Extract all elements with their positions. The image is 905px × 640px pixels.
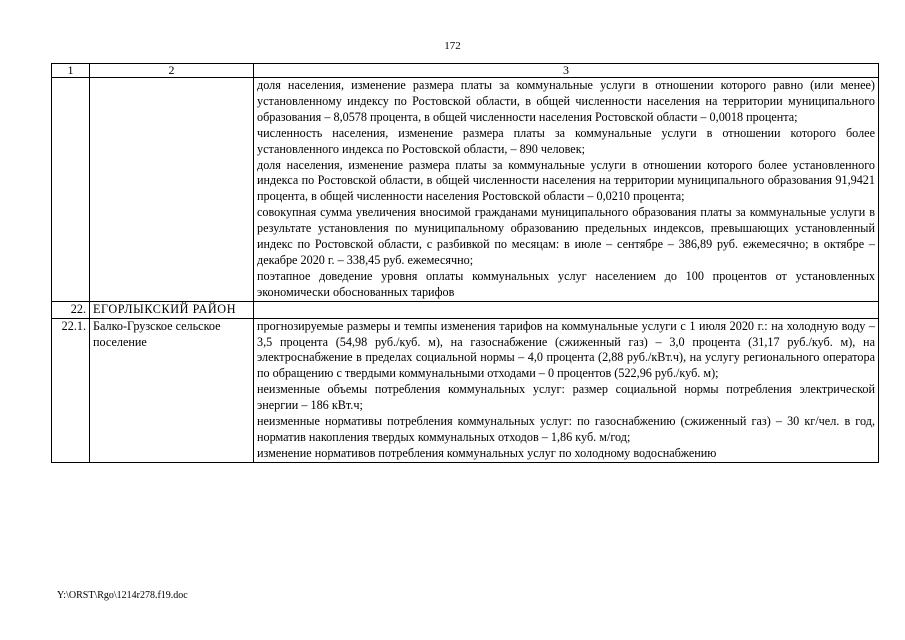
header-cell-1: 1 (52, 64, 90, 78)
row-content (254, 78, 879, 302)
row-content (254, 318, 879, 462)
region-name: ЕГОРЛЫКСКИЙ РАЙОН (90, 301, 254, 318)
header-cell-3: 3 (254, 64, 879, 78)
content-paragraph: доля населения, изменение размера платы за коммунальные услуги в отношении которого более установленного индекса по Ростовской области, в общей численности населения на территории муниципального образования 91,9421 процента, в общей численности населения Ростовской области – 0,0210 процента; (257, 157, 875, 204)
header-cell-2: 2 (90, 64, 254, 78)
row-number: 22.1. (52, 318, 90, 462)
row-name: Балко-Грузское сельское поселение (90, 318, 254, 462)
content-paragraph: численность населения, изменение размера платы за коммунальные услуги в отношении которого более установленного индекса по Ростовской области, – 890 человек; (257, 125, 875, 156)
data-table (51, 63, 879, 463)
row-name (90, 78, 254, 302)
content-paragraph: прогнозируемые размеры и темпы изменения тарифов на коммунальные услуги с 1 июля 2020 г.: на холодную воду – 3,5 процента (54,98 руб./куб. м), на газоснабжение (сжиженный газ) – 3,0 процента (31,17 руб./куб. м), на электроснабжение в пределах социальной нормы – 4,0 процента (2,88 руб./кВт.ч), на услугу регионального оператора по обращению с твердыми коммунальными отходами – 0 процентов (522,96 руб./куб. м); (257, 318, 875, 381)
content-paragraph: изменение нормативов потребления коммунальных услуг по холодному водоснабжению (257, 445, 717, 460)
file-path-footer: Y:\ORST\Rgo\1214r278.f19.doc (57, 590, 188, 601)
table-header-row (52, 64, 879, 78)
content-paragraph: поэтапное доведение уровня оплаты коммунальных услуг населением до 100 процентов от установленных экономически обоснованных тарифов (257, 268, 875, 299)
content-paragraph: неизменные объемы потребления коммунальных услуг: размер социальной нормы потребления электрической энергии – 186 кВт.ч; (257, 382, 875, 413)
row-content (254, 301, 879, 318)
table-row (52, 318, 879, 462)
row-number (52, 78, 90, 302)
content-paragraph: доля населения, изменение размера платы за коммунальные услуги в отношении которого равно (или менее) установленному индексу по Ростовской области, в общей численности населения на территории муниципального образования – 8,0578 процента, в общей численности населения Ростовской области – 0,0018 процента; (257, 78, 875, 124)
content-paragraph: неизменные нормативы потребления коммунальных услуг: по газоснабжению (сжиженный газ) – 30 кг/чел. в год, норматив накопления твердых коммунальных отходов – 1,86 куб. м/год; (257, 414, 875, 444)
page-number: 172 (444, 40, 461, 52)
table-row (52, 301, 879, 318)
table-row (52, 78, 879, 302)
content-paragraph: совокупная сумма увеличения вносимой гражданами муниципального образования платы за коммунальные услуги в результате установления по муниципальному образованию предельных индексов, превышающих установленный индекс по Ростовской области, с разбивкой по месяцам: в июле – сентябре – 386,89 руб. ежемесячно; в октябре – декабре 2020 г. – 338,45 руб. ежемесячно; (257, 205, 875, 267)
row-number: 22. (52, 301, 90, 318)
